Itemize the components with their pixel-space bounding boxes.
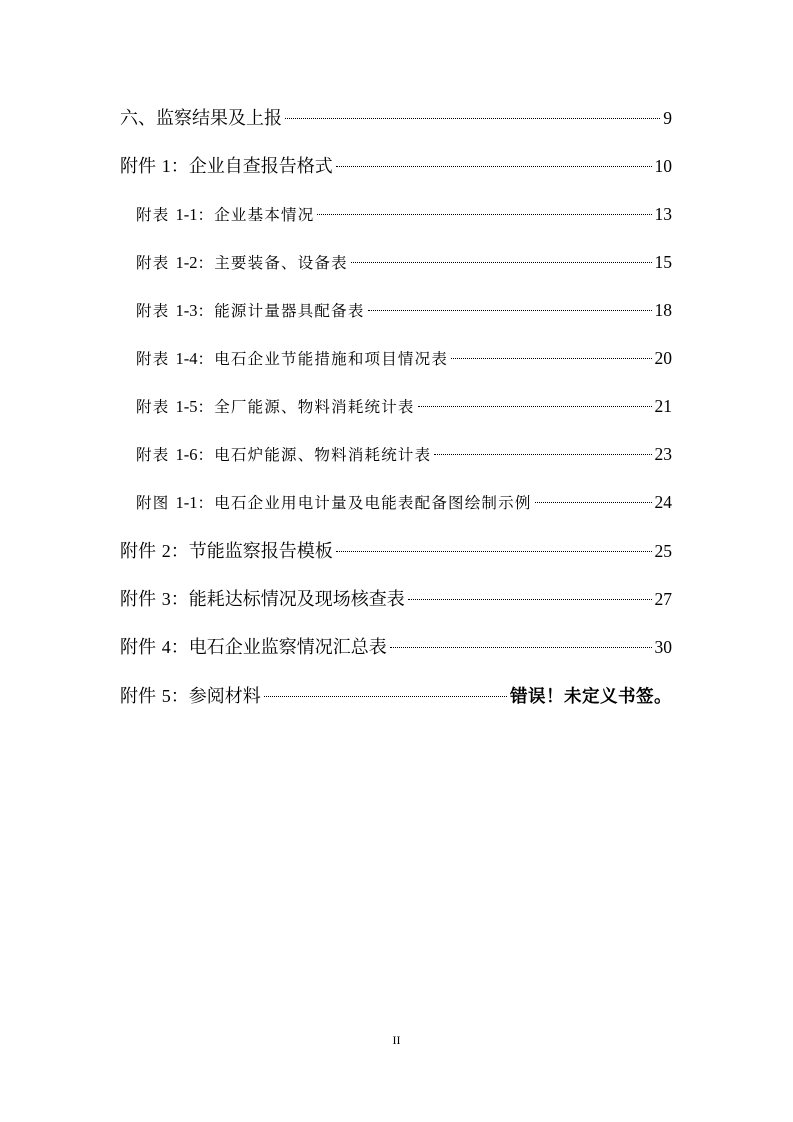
page-number: II <box>392 1033 401 1047</box>
toc-entry-page: 27 <box>654 589 672 609</box>
toc-entry-title: 附表 1-6：电石炉能源、物料消耗统计表 <box>136 445 432 464</box>
toc-entry-page: 25 <box>654 541 672 561</box>
toc-dot-leader <box>451 358 651 359</box>
toc-entry-table-1-3[interactable] <box>136 296 672 324</box>
toc-entry-attachment-1[interactable] <box>120 152 672 180</box>
toc-entry-title: 附件 1：企业自查报告格式 <box>120 156 333 177</box>
toc-entry-figure-1-1[interactable] <box>136 488 672 516</box>
toc-dot-leader <box>317 214 651 215</box>
toc-entry-title: 附表 1-3：能源计量器具配备表 <box>136 301 365 320</box>
toc-entry-table-1-6[interactable] <box>136 440 672 468</box>
toc-entry-table-1-5[interactable] <box>136 392 672 420</box>
toc-entry-title: 附表 1-4：电石企业节能措施和项目情况表 <box>136 349 449 368</box>
toc-dot-leader <box>408 599 652 600</box>
toc-entry-page: 9 <box>663 108 672 128</box>
toc-entry-title: 附件 5：参阅材料 <box>120 686 261 707</box>
toc-entry-page: 13 <box>654 204 672 224</box>
toc-entry-table-1-4[interactable] <box>136 344 672 372</box>
toc-entry-section-6[interactable] <box>120 104 672 132</box>
toc-dot-leader <box>535 502 652 503</box>
toc-entry-page: 23 <box>654 444 672 464</box>
toc-dot-leader <box>264 696 507 697</box>
toc-dot-leader <box>418 406 652 407</box>
toc-entry-page: 21 <box>654 396 672 416</box>
toc-entry-title: 附表 1-5：全厂能源、物料消耗统计表 <box>136 397 415 416</box>
toc-entry-title: 附件 2：节能监察报告模板 <box>120 541 333 562</box>
toc-entry-title: 附件 4：电石企业监察情况汇总表 <box>120 637 387 658</box>
toc-dot-leader <box>336 551 652 552</box>
toc-entry-title: 附表 1-2：主要装备、设备表 <box>136 253 348 272</box>
toc-entry-page: 18 <box>654 300 672 320</box>
toc-entry-attachment-4[interactable] <box>120 633 672 661</box>
toc-entry-page: 24 <box>654 492 672 512</box>
toc-entry-title: 六、监察结果及上报 <box>120 108 282 129</box>
toc-entry-table-1-1[interactable] <box>136 200 672 228</box>
toc-entry-attachment-2[interactable] <box>120 537 672 565</box>
toc-entry-page: 10 <box>654 156 672 176</box>
toc-dot-leader <box>351 262 652 263</box>
toc-dot-leader <box>368 310 652 311</box>
toc-entry-attachment-5[interactable] <box>120 682 672 710</box>
toc-entry-title: 附表 1-1：企业基本情况 <box>136 205 315 224</box>
toc-entry-page: 20 <box>654 348 672 368</box>
toc-bookmark-error: 错误！未定义书签。 <box>510 687 672 707</box>
toc-entry-page: 30 <box>654 637 672 657</box>
toc-dot-leader <box>390 647 652 648</box>
toc-entry-attachment-3[interactable] <box>120 585 672 613</box>
toc-entry-page: 15 <box>654 252 672 272</box>
toc-entry-title: 附图 1-1：电石企业用电计量及电能表配备图绘制示例 <box>136 493 532 512</box>
toc-dot-leader <box>285 118 660 119</box>
toc-dot-leader <box>336 166 652 167</box>
toc-dot-leader <box>434 454 651 455</box>
toc-entry-table-1-2[interactable] <box>136 248 672 276</box>
toc-entry-title: 附件 3：能耗达标情况及现场核查表 <box>120 589 405 610</box>
